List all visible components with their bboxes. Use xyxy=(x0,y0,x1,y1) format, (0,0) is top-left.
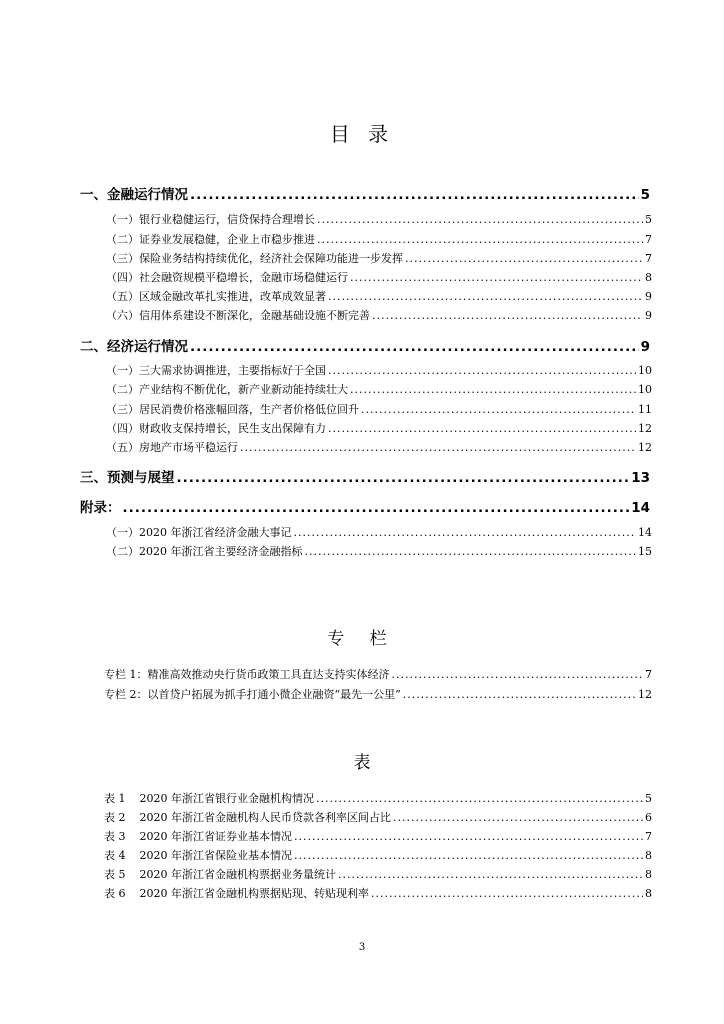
leader-dots xyxy=(338,868,643,881)
toc-item-1-2[interactable] xyxy=(106,231,652,247)
column-item-2[interactable] xyxy=(104,686,652,702)
leader-dots xyxy=(317,213,643,226)
column-item-1[interactable] xyxy=(104,666,652,682)
leader-dots xyxy=(350,271,643,284)
toc-item-label: （三）居民消费价格涨幅回落，生产者价格低位回升 xyxy=(106,403,359,416)
column-item-label: 专栏 1：精准高效推动央行货币政策工具直达支持实体经济 xyxy=(104,668,390,681)
leader-dots xyxy=(190,187,639,203)
table-item-2[interactable] xyxy=(104,809,652,825)
table-item-label: 表 3 2020 年浙江省证券业基本情况 xyxy=(104,830,292,843)
toc-item-1-6[interactable] xyxy=(106,307,652,323)
toc-page-number: 14 xyxy=(631,500,650,516)
toc-page-number: 7 xyxy=(645,252,652,265)
toc-item-label: （五）区域金融改革扎实推进，改革成效显著 xyxy=(106,290,326,303)
leader-dots xyxy=(190,339,639,355)
toc-title: 目 录 xyxy=(329,122,395,146)
leader-dots xyxy=(123,500,630,516)
table-page-number: 5 xyxy=(645,792,652,805)
toc-item-appendix-2[interactable] xyxy=(106,543,652,559)
toc-section-label: 附录： xyxy=(80,500,121,516)
table-item-1[interactable] xyxy=(104,790,652,806)
table-item-label: 表 5 2020 年浙江省金融机构票据业务量统计 xyxy=(104,868,336,881)
toc-item-label: （四）社会融资规模平稳增长，金融市场稳健运行 xyxy=(106,271,348,284)
table-page-number: 7 xyxy=(645,830,652,843)
leader-dots xyxy=(294,830,643,843)
leader-dots xyxy=(328,290,643,303)
toc-item-1-3[interactable] xyxy=(106,250,652,266)
toc-item-label: （六）信用体系建设不断深化，金融基础设施不断完善 xyxy=(106,309,370,322)
toc-page-number: 12 xyxy=(638,422,652,435)
column-page-number: 7 xyxy=(645,668,652,681)
toc-item-1-1[interactable] xyxy=(106,211,652,227)
toc-section-label: 二、经济运行情况 xyxy=(80,339,188,355)
toc-item-label: （二）产业结构不断优化，新产业新动能持续壮大 xyxy=(106,383,348,396)
toc-item-2-4[interactable] xyxy=(106,420,652,436)
toc-item-label: （二）2020 年浙江省主要经济金融指标 xyxy=(106,545,303,558)
leader-dots xyxy=(317,233,643,246)
toc-section-1[interactable] xyxy=(80,183,650,203)
toc-item-label: （一）银行业稳健运行，信贷保持合理增长 xyxy=(106,213,315,226)
table-page-number: 8 xyxy=(645,887,652,900)
leader-dots xyxy=(371,887,643,900)
table-item-label: 表 6 2020 年浙江省金融机构票据贴现、转贴现利率 xyxy=(104,887,369,900)
table-page-number: 6 xyxy=(645,811,652,824)
tables-title: 表 xyxy=(353,753,371,773)
toc-section-appendix[interactable] xyxy=(80,496,650,516)
toc-page-number: 8 xyxy=(645,271,652,284)
toc-item-label: （一）2020 年浙江省经济金融大事记 xyxy=(106,526,292,539)
toc-section-2[interactable] xyxy=(80,335,650,355)
toc-item-1-4[interactable] xyxy=(106,269,652,285)
toc-item-appendix-1[interactable] xyxy=(106,524,652,540)
toc-section-3[interactable] xyxy=(80,466,650,486)
table-item-3[interactable] xyxy=(104,828,652,844)
toc-item-label: （五）房地产市场平稳运行 xyxy=(106,441,238,454)
toc-page-number: 7 xyxy=(645,233,652,246)
toc-page-number: 10 xyxy=(638,383,652,396)
toc-page-number: 9 xyxy=(645,309,652,322)
table-item-5[interactable] xyxy=(104,866,652,882)
leader-dots xyxy=(403,688,636,701)
leader-dots xyxy=(177,470,630,486)
leader-dots xyxy=(372,309,643,322)
toc-item-2-5[interactable] xyxy=(106,439,652,455)
table-page-number: 8 xyxy=(645,868,652,881)
toc-item-label: （二）证券业发展稳健，企业上市稳步推进 xyxy=(106,233,315,246)
toc-page-number: 12 xyxy=(638,441,652,454)
table-item-label: 表 4 2020 年浙江省保险业基本情况 xyxy=(104,849,292,862)
leader-dots xyxy=(328,422,636,435)
toc-page-number: 10 xyxy=(638,364,652,377)
leader-dots xyxy=(240,441,636,454)
table-page-number: 8 xyxy=(645,849,652,862)
toc-item-label: （四）财政收支保持增长，民生支出保障有力 xyxy=(106,422,326,435)
table-item-label: 表 2 2020 年浙江省金融机构人民币贷款各利率区间占比 xyxy=(104,811,391,824)
toc-section-label: 三、预测与展望 xyxy=(80,470,175,486)
toc-section-label: 一、金融运行情况 xyxy=(80,187,188,203)
column-page-number: 12 xyxy=(638,688,652,701)
toc-page-number: 9 xyxy=(645,290,652,303)
toc-item-label: （三）保险业务结构持续优化，经济社会保障功能进一步发挥 xyxy=(106,252,403,265)
columns-title: 专 栏 xyxy=(327,629,397,649)
toc-item-2-1[interactable] xyxy=(106,362,652,378)
leader-dots xyxy=(392,668,644,681)
toc-page-number: 14 xyxy=(638,526,652,539)
toc-page-number: 5 xyxy=(640,187,650,203)
leader-dots xyxy=(294,526,637,539)
toc-page-number: 13 xyxy=(631,470,650,486)
toc-item-label: （一）三大需求协调推进，主要指标好于全国 xyxy=(106,364,326,377)
toc-page-number: 15 xyxy=(638,545,652,558)
column-item-label: 专栏 2：以首贷户拓展为抓手打通小微企业融资“最先一公里” xyxy=(104,688,401,701)
page-number: 3 xyxy=(358,942,366,953)
toc-page-number: 11 xyxy=(638,403,652,416)
toc-item-2-2[interactable] xyxy=(106,381,652,397)
leader-dots xyxy=(350,383,636,396)
toc-page-number: 9 xyxy=(640,339,650,355)
leader-dots xyxy=(328,364,636,377)
table-item-4[interactable] xyxy=(104,847,652,863)
table-item-6[interactable] xyxy=(104,885,652,901)
leader-dots xyxy=(316,792,643,805)
toc-page-number: 5 xyxy=(645,213,652,226)
toc-item-1-5[interactable] xyxy=(106,288,652,304)
leader-dots xyxy=(393,811,643,824)
toc-item-2-3[interactable] xyxy=(106,401,652,417)
leader-dots xyxy=(405,252,643,265)
table-item-label: 表 1 2020 年浙江省银行业金融机构情况 xyxy=(104,792,314,805)
leader-dots xyxy=(305,545,637,558)
leader-dots xyxy=(361,403,636,416)
leader-dots xyxy=(294,849,643,862)
